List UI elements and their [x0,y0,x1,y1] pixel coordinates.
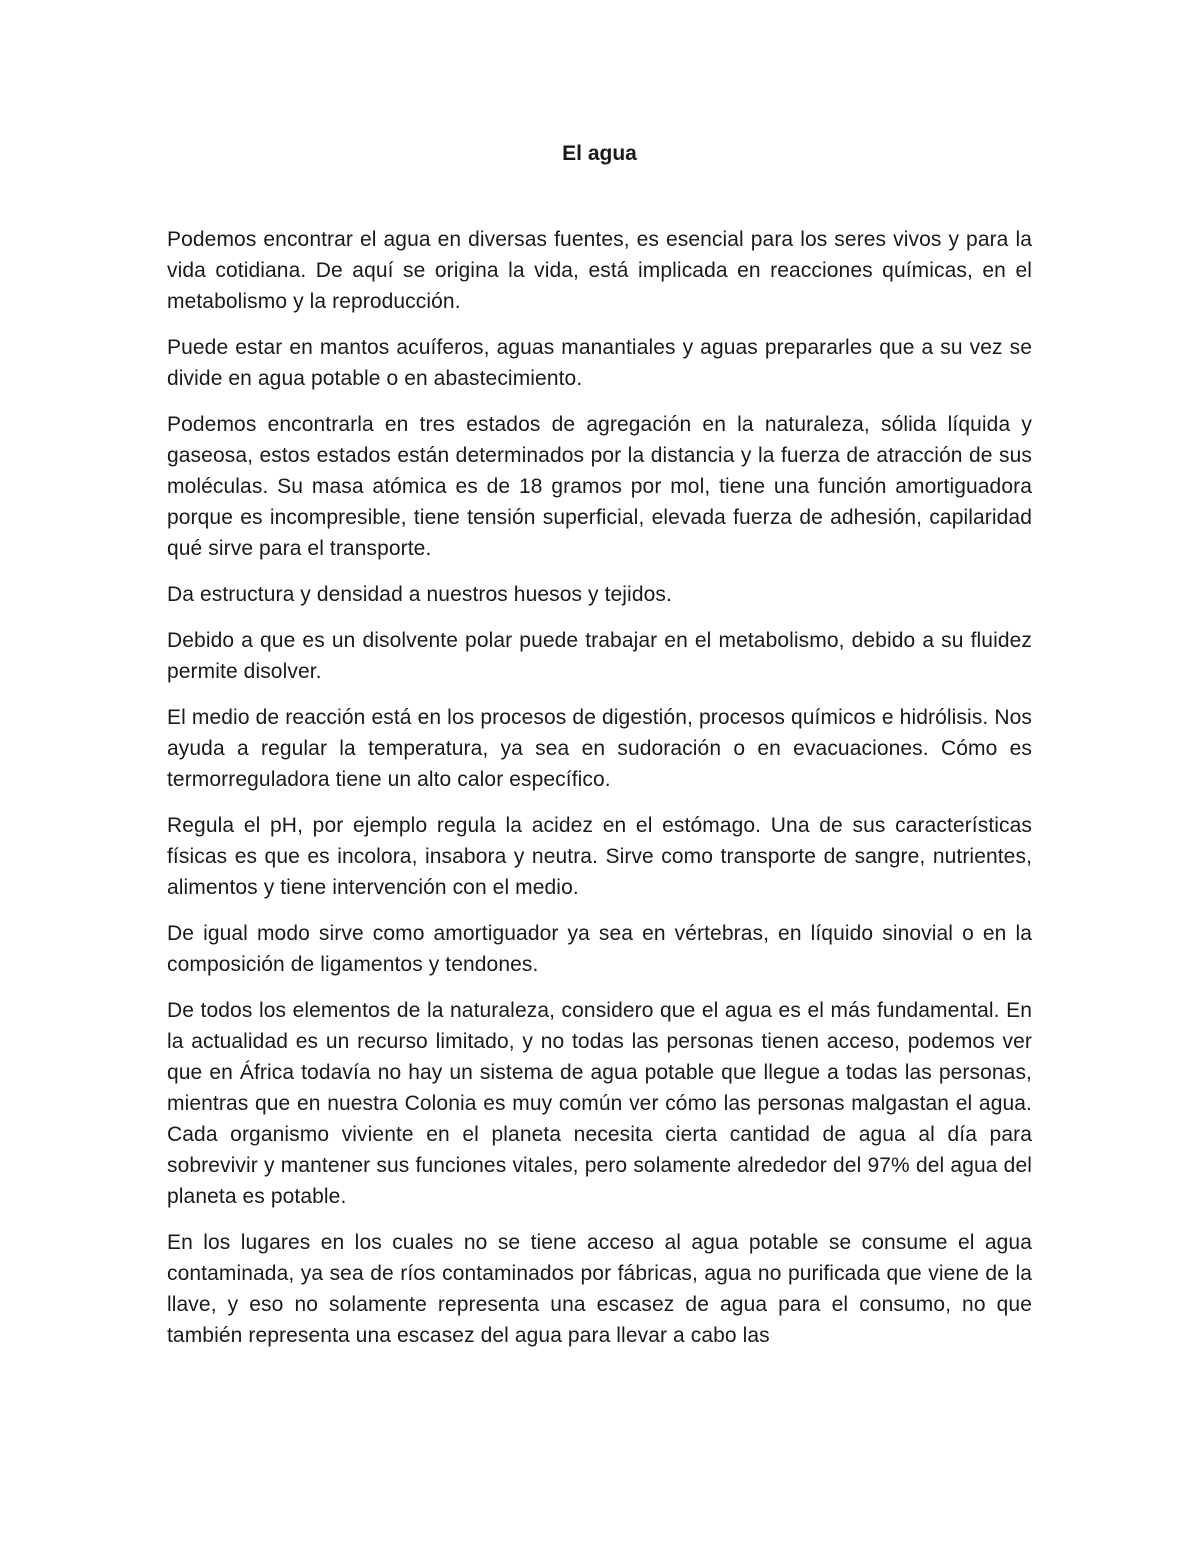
paragraph-1: Podemos encontrar el agua en diversas fuentes, es esencial para los seres vivos y para la vida cotidiana. De aquí se origina la vida, está implicada en reacciones químicas, en el metabolismo y la reproducción. [167,228,1032,313]
paragraph-8: De igual modo sirve como amortiguador ya sea en vértebras, en líquido sinovial o en la composición de ligamentos y tendones. [167,922,1032,976]
document-page [167,138,1032,1366]
paragraph-6: El medio de reacción está en los procesos de digestión, procesos químicos e hidrólisis. Nos ayuda a regular la temperatura, ya sea en sudoración o en evacuaciones. Cómo es termorreguladora tiene un alto calor específico. [167,706,1032,791]
paragraph-4: Da estructura y densidad a nuestros huesos y tejidos. [167,583,672,606]
paragraph-7: Regula el pH, por ejemplo regula la acidez en el estómago. Una de sus características físicas es que es incolora, insabora y neutra. Sirve como transporte de sangre, nutrientes, alimentos y tiene intervención con el medio. [167,814,1032,899]
paragraph-5: Debido a que es un disolvente polar puede trabajar en el metabolismo, debido a su fluidez permite disolver. [167,629,1032,683]
document-title: El agua [562,142,637,165]
paragraph-3: Podemos encontrarla en tres estados de agregación en la naturaleza, sólida líquida y gaseosa, estos estados están determinados por la distancia y la fuerza de atracción de sus moléculas. Su masa atómica es de 18 gramos por mol, tiene una función amortiguadora porque es incompresible, tiene tensión superficial, elevada fuerza de adhesión, capilaridad qué sirve para el transporte. [167,413,1032,560]
paragraph-9: De todos los elementos de la naturaleza, considero que el agua es el más fundamental. En la actualidad es un recurso limitado, y no todas las personas tienen acceso, podemos ver que en África todavía no hay un sistema de agua potable que llegue a todas las personas, mientras que en nuestra Colonia es muy común ver cómo las personas malgastan el agua. Cada organismo viviente en el planeta necesita cierta cantidad de agua al día para sobrevivir y mantener sus funciones vitales, pero solamente alrededor del 97% del agua del planeta es potable. [167,999,1032,1208]
paragraph-2: Puede estar en mantos acuíferos, aguas manantiales y aguas prepararles que a su vez se divide en agua potable o en abastecimiento. [167,336,1032,390]
paragraph-10: En los lugares en los cuales no se tiene acceso al agua potable se consume el agua contaminada, ya sea de ríos contaminados por fábricas, agua no purificada que viene de la llave, y eso no solamente representa una escasez de agua para el consumo, no que también representa una escasez del agua para llevar a cabo las [167,1231,1032,1347]
